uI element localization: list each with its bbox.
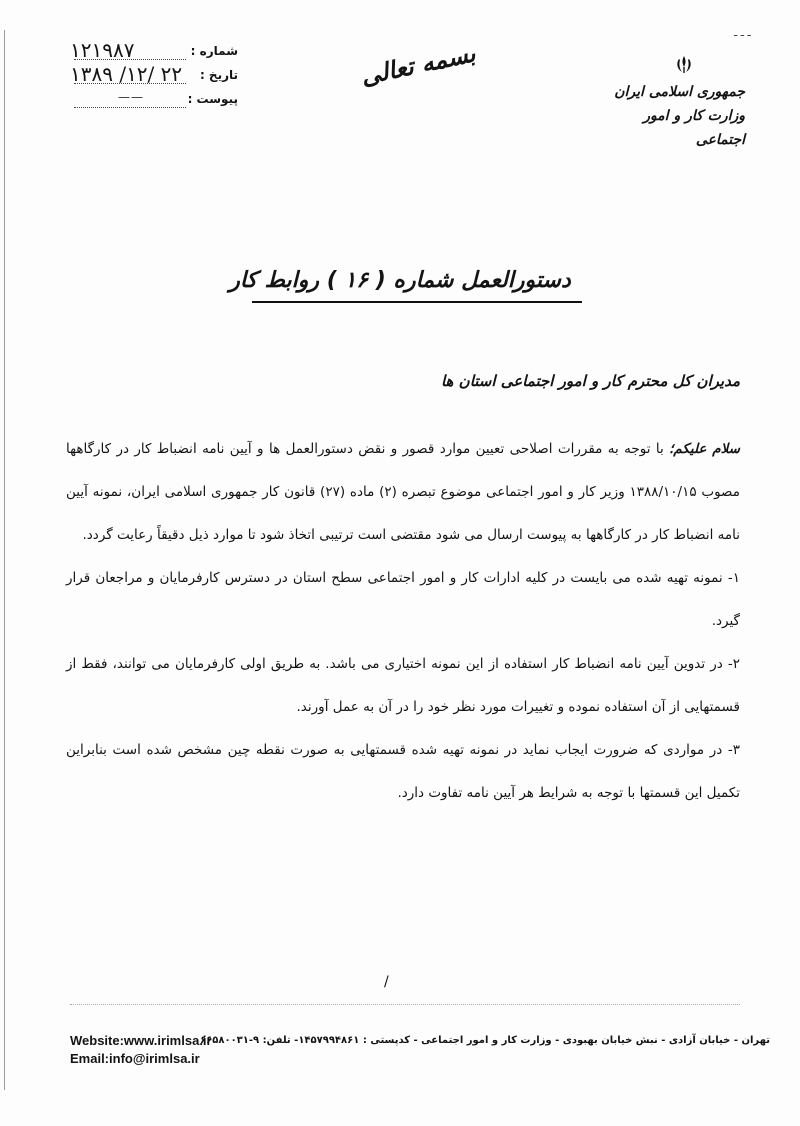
- org-line-ministry: وزارت کار و امور اجتماعی: [643, 108, 745, 148]
- number-row: [68, 40, 238, 64]
- footer-email: Email:info@irimlsa.ir: [70, 1051, 200, 1066]
- greeting: سلام علیکم؛: [669, 441, 740, 457]
- dotted-line: [74, 59, 186, 60]
- org-line-country: جمهوری اسلامی ایران: [614, 84, 745, 100]
- title-underline: [252, 301, 582, 303]
- number-value: ۱۲۱۹۸۷: [70, 38, 135, 62]
- addressee: مدیران کل محترم کار و امور اجتماعی استان ها: [440, 372, 740, 390]
- attachment-row: [68, 88, 238, 112]
- corner-mark: ـ ـ ـ: [734, 26, 751, 39]
- footer-website: Website:www.irimlsa.ir: [70, 1033, 212, 1048]
- letter-body: [66, 428, 740, 815]
- organization-name: [605, 80, 745, 152]
- intro-text: با توجه به مقررات اصلاحی تعیین موارد قصور و نقض دستورالعمل ها و آیین نامه انضباط کار در کارگاهها مصوب ۱۳۸۸/۱۰/۱۵ وزیر کار و امور اجتماعی موضوع تبصره (۲) ماده (۲۷) قانون کار جمهوری اسلامی ایران، نمونه آیین نامه انضباط کار در کارگاهها به پیوست ارسال می شود مقتضی است ترتیبی اتخاذ شود تا موارد ذیل دقیقاً رعایت گردد.: [66, 441, 740, 543]
- iran-emblem-icon: [673, 54, 695, 76]
- dotted-line: [74, 83, 186, 84]
- body-paragraph-item-3: ۳- در مواردی که ضرورت ایجاب نماید در نمونه تهیه شده قسمتهایی به صورت نقطه چین مشخص شده است بنابراین تکمیل این قسمتها با توجه به شرایط هر آیین نامه تفاوت دارد.: [66, 742, 740, 801]
- body-paragraph-item-2: ۲- در تدوین آیین نامه انضباط کار استفاده از این نمونه اختیاری می باشد. به طریق اولی کارفرمایان می توانند، فقط از قسمتهایی از آن استفاده نموده و تغییرات مورد نظر خود را در آن به عمل آورند.: [66, 656, 740, 715]
- date-row: [68, 64, 238, 88]
- reference-block: [68, 40, 238, 112]
- stray-mark: /: [384, 974, 389, 990]
- date-value: ۱۳۸۹ /۱۲/ ۲۲: [70, 62, 183, 86]
- scan-edge-line: [4, 30, 5, 1090]
- date-label: تاریخ :: [199, 68, 238, 82]
- dotted-line: [74, 107, 186, 108]
- body-paragraph-item-1: ۱- نمونه تهیه شده می بایست در کلیه ادارات کار و امور اجتماعی سطح استان در دسترس کارفرمایان و مراجعان قرار گیرد.: [66, 570, 740, 629]
- document-title: دستورالعمل شماره ( ۱۶ ) روابط کار: [229, 268, 571, 293]
- number-label: شماره :: [190, 44, 238, 58]
- footer-separator: [70, 1004, 740, 1005]
- body-paragraph-intro: [66, 428, 740, 557]
- footer-address: تهران - خیابان آزادی - نبش خیابان بهبودی - وزارت کار و امور اجتماعی - کدپستی : ۱۴۵۷۹۹۴۸۶۱- تلفن: ۹-۶۶۵۸۰۰۳۱: [200, 1035, 770, 1046]
- bismillah-heading: بسمه تعالی: [358, 38, 478, 91]
- attachment-label: پیوست :: [187, 92, 238, 106]
- attachment-value: ——: [118, 90, 144, 104]
